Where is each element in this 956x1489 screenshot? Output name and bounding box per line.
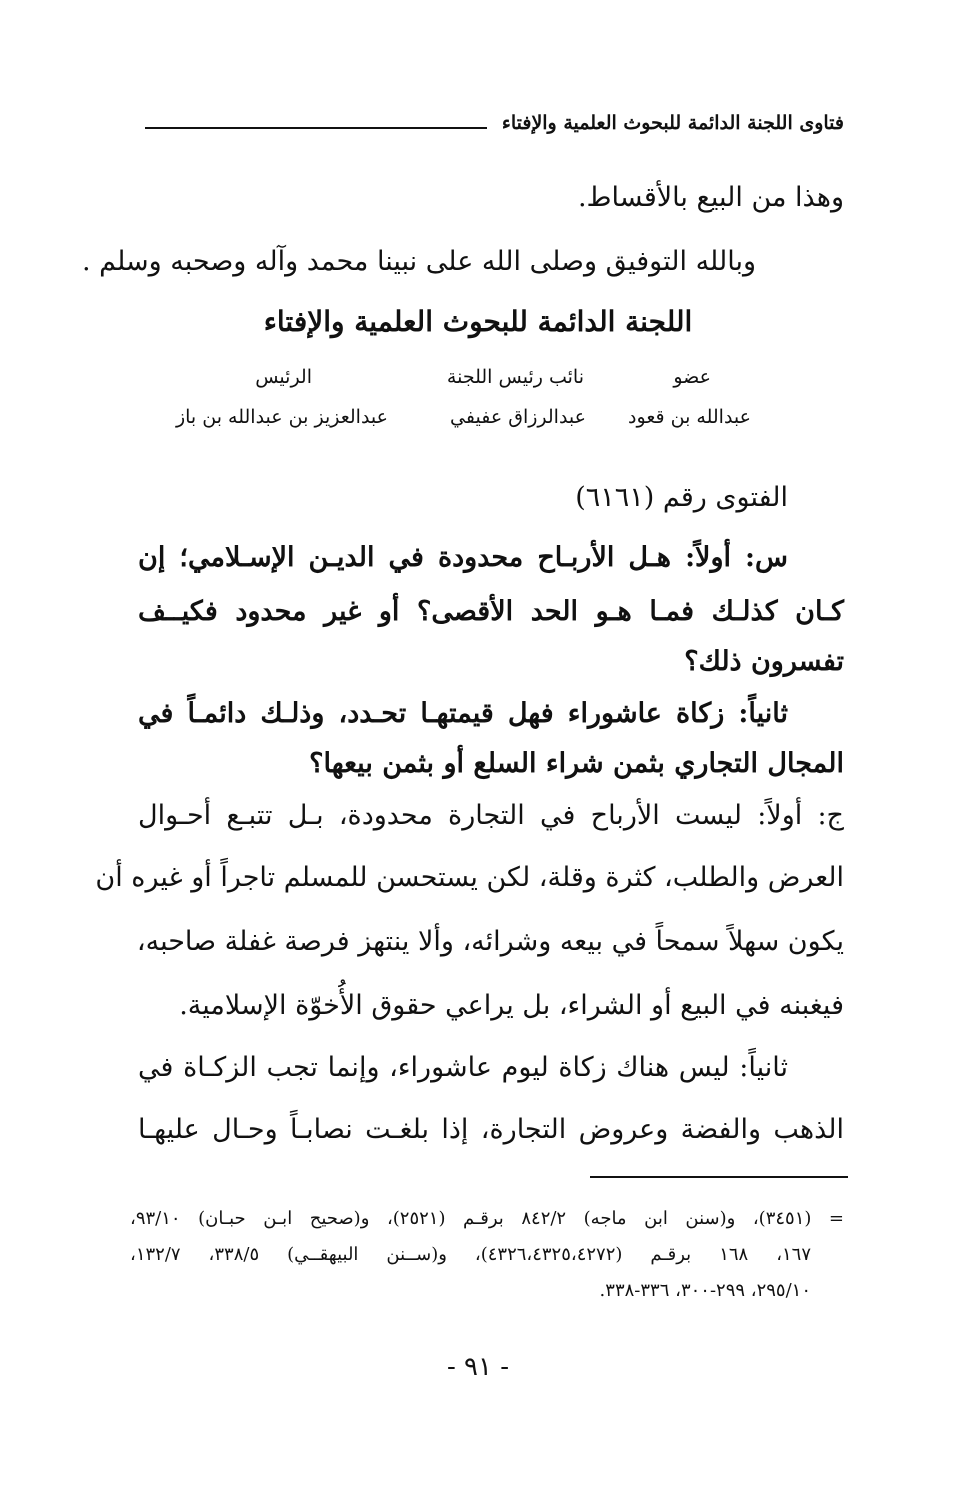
question-line: تفسرون ذلك؟ <box>684 646 844 677</box>
header-rule <box>145 127 487 129</box>
running-header: فتاوى اللجنة الدائمة للبحوث العلمية والإفتاء <box>501 112 844 134</box>
footnote-line: ١٦٧، ١٦٨ برقـم (٤٣٢٦،٤٣٢٥،٤٢٧٢)، و(ســنن البيهقــي) ٣٣٨/٥، ١٣٢/٧، <box>130 1244 812 1265</box>
body-line: وهذا من البيع بالأقساط. <box>577 182 844 213</box>
committee-title: اللجنة الدائمة للبحوث العلمية والإفتاء <box>263 305 693 338</box>
fatwa-number: الفتوى رقم (٦١٦١) <box>575 482 788 513</box>
closing-line: وبالله التوفيق وصلى الله على نبينا محمد وآله وصحبه وسلم . <box>81 246 756 277</box>
question-line: س: أولاً: هـل الأربـاح محدودة في الديـن الإسـلامي؛ إن <box>138 542 788 573</box>
answer-line: فيغبنه في البيع أو الشراء، بل يراعي حقوق الأُخوّة الإسلامية. <box>179 990 844 1021</box>
question-line: ثانياً: زكاة عاشوراء فهل قيمتهـا تحـدد، وذلـك دائمـاً في <box>138 698 788 729</box>
footnote-line: ٢٩٥/١٠، ٢٩٩-٣٠٠، ٣٣٦-٣٣٨. <box>599 1280 811 1301</box>
answer-line: يكون سهلاً سمحاً في بيعه وشرائه، وألا ينتهز فرصة غفلة صاحبه، <box>136 926 844 957</box>
signatory-role: عضو <box>673 366 711 388</box>
footnote-rule <box>590 1176 848 1178</box>
question-line: المجال التجاري بثمن شراء السلع أو بثمن بيعها؟ <box>309 748 844 779</box>
signatory-name: عبدالله بن قعود <box>628 406 751 428</box>
signatory-name: عبدالعزيز بن عبدالله بن باز <box>175 406 388 428</box>
question-line: كـان كذلـك فمـا هـو الحد الأقصى؟ أو غير محدود فكيــف <box>138 596 844 627</box>
answer-line: العرض والطلب، كثرة وقلة، لكن يستحسن للمسلم تاجراً أو غيره أن <box>95 862 844 893</box>
signatory-role: نائب رئيس اللجنة <box>446 366 584 388</box>
page-number: - ٩١ - <box>446 1352 510 1382</box>
signatory-name: عبدالرزاق عفيفي <box>450 406 586 428</box>
signatory-role: الرئيس <box>255 366 312 388</box>
answer-line: ثانياً: ليس هناك زكاة ليوم عاشوراء، وإنما تجب الزكـاة في <box>138 1052 788 1083</box>
answer-line: ج: أولاً: ليست الأرباح في التجارة محدودة، بـل تتبـع أحـوال <box>138 800 844 831</box>
answer-line: الذهب والفضة وعروض التجارة، إذا بلغـت نصابـاً وحـال عليهـا <box>138 1114 844 1145</box>
footnote-line: = (٣٤٥١)، و(سنن ابن ماجه) ٨٤٢/٢ برقـم (٢٥٢١)، و(صحيح ابـن حبـان) ٩٣/١٠، <box>130 1208 845 1229</box>
